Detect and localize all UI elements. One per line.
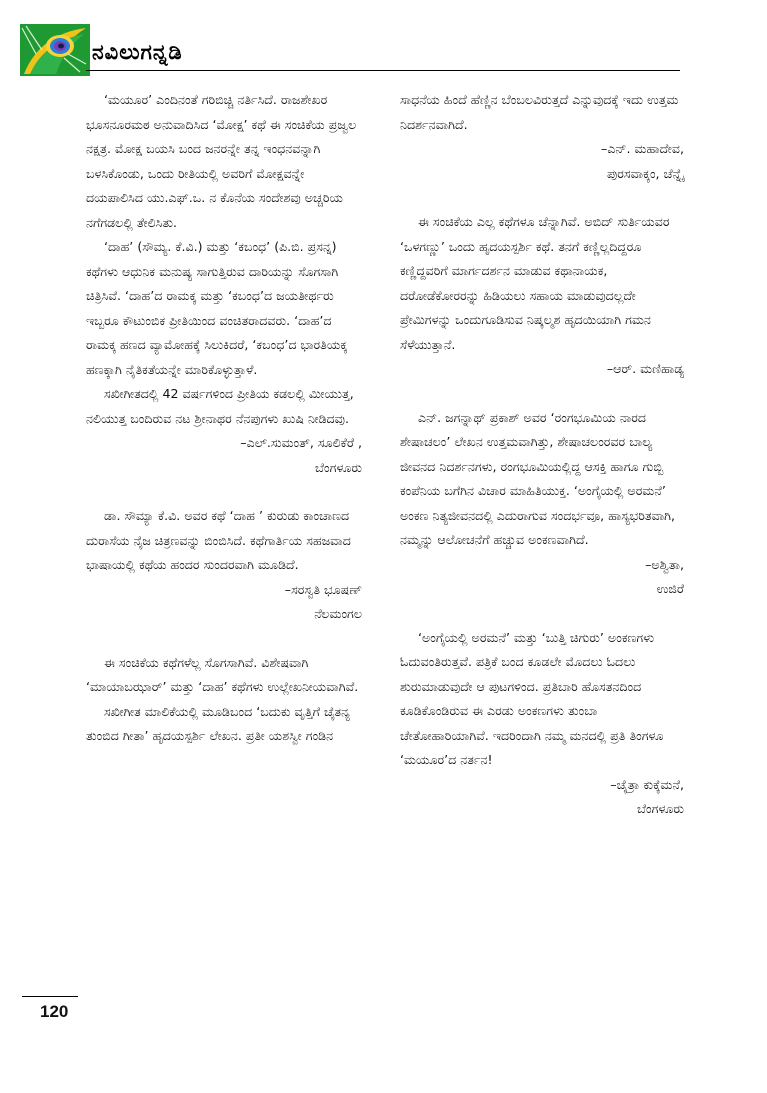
letter-signature: –ಎಲ್.ಸುಮಂತ್, ಸೂಲಿಕೆರೆ ,	[240, 435, 362, 450]
letter-location: ಉಜಿರೆ	[656, 581, 684, 596]
letter	[400, 88, 684, 186]
letter-paragraph: ಎನ್. ಜಗನ್ನಾಥ್ ಪ್ರಕಾಶ್ ಅವರ ‘ರಂಗಭೂಮಿಯ ನಾರದ ಶೇಷಾಚಲಂ’ ಲೇಖನ ಉತ್ತಮವಾಗಿತ್ತು, ಶೇಷಾಚಲಂರವರ ಬಾಲ್ಯ ಜೀವನದ ನಿದರ್ಶನಗಳು, ರಂಗಭೂಮಿಯಲ್ಲಿದ್ದ ಆಸಕ್ತಿ ಹಾಗೂ ಗುಬ್ಬಿ ಕಂಪೆನಿಯ ಬಗೆಗಿನ ವಿಚಾರ ಮಾಹಿತಿಯುಕ್ತ. ‘ಅಂಗೈಯಲ್ಲಿ ಅರಮನೆ’ ಅಂಕಣ ನಿತ್ಯಜೀವನದಲ್ಲಿ ಎದುರಾಗುವ ಸಂದರ್ಭವೂ, ಹಾಸ್ಯಭರಿತವಾಗಿ, ನಮ್ಮನ್ನು ಆಲೋಚನೆಗೆ ಹಚ್ಚುವ ಅಂಕಣವಾಗಿದೆ.	[400, 409, 676, 547]
letter-paragraph: ಡಾ. ಸೌಮ್ಯಾ ಕೆ.ವಿ. ಅವರ ಕಥೆ ‘ದಾಹ ’ ಕುರುಡು ಕಾಂಚಾಣದ ದುರಾಸೆಯ ನೈಜ ಚಿತ್ರಣವನ್ನು ಬಿಂಬಿಸಿದೆ. ಕಥೆಗಾರ್ತಿಯ ಸಹಜವಾದ ಭಾಷಾಯಲ್ಲಿ ಕಥೆಯ ಹಂದರ ಸುಂದರವಾಗಿ ಮೂಡಿದೆ.	[86, 508, 351, 572]
letter-location: ಬೆಂಗಳೂರು	[314, 459, 362, 475]
letter-paragraph: ‘ಅಂಗೈಯಲ್ಲಿ ಅರಮನೆ’ ಮತ್ತು ‘ಬುತ್ತಿ ಚಿಗುರು’ ಅಂಕಣಗಳು ಓದುವಂತಿರುತ್ತವೆ. ಪತ್ರಿಕೆ ಬಂದ ಕೂಡಲೇ ಮೊದಲು ಓದಲು ಶುರುಮಾಡುವುದೇ ಆ ಪುಟಗಳಿಂದ. ಪ್ರತಿಬಾರಿ ಹೊಸತನದಿಂದ ಕೂಡಿಕೊಂಡಿರುವ ಈ ಎರಡು ಅಂಕಣಗಳು ತುಂಬಾ ಚೇತೋಹಾರಿಯಾಗಿವೆ. ಇದರಿಂದಾಗಿ ನಮ್ಮ ಮನದಲ್ಲಿ ಪ್ರತಿ ತಿಂಗಳೂ ‘ಮಯೂರ’ದ ನರ್ತನ!	[400, 629, 664, 767]
right-column	[400, 88, 684, 822]
letter-gap	[400, 602, 684, 626]
letter-gap	[400, 186, 684, 210]
letter-paragraph: ಸಾಧನೆಯ ಹಿಂದೆ ಹೆಣ್ಣಿನ ಬೆಂಬಲವಿರುತ್ತದೆ ಎನ್ನುವುದಕ್ಕೆ ಇದು ಉತ್ತಮ ನಿದರ್ಶನವಾಗಿದೆ.	[400, 92, 679, 132]
left-column	[86, 88, 362, 749]
letter-signature: –ಎನ್. ಮಹಾದೇವ,	[601, 141, 684, 156]
header-divider	[86, 70, 680, 71]
letter-gap	[400, 382, 684, 406]
letter-signature: –ಅಶ್ವಿತಾ,	[645, 556, 684, 572]
page-number: 120	[40, 1002, 69, 1021]
letter	[86, 88, 362, 480]
page-header	[20, 18, 680, 76]
letter-paragraph: ‘ಮಯೂರ’ ಎಂದಿನಂತೆ ಗರಿಬಿಚ್ಚಿ ನರ್ತಿಸಿದೆ. ರಾಜಶೇಖರ ಭೂಸನೂರಮಠ ಅನುವಾದಿಸಿದ ‘ಮೋಕ್ಷ’ ಕಥೆ ಈ ಸಂಚಿಕೆಯ ಪ್ರಜ್ವಲ ನಕ್ಷತ್ರ. ಮೋಕ್ಷ ಬಯಸಿ ಬಂದ ಜನರನ್ನೇ ತನ್ನ ಇಂಧನವನ್ನಾಗಿ ಬಳಸಿಕೊಂಡು, ಒಂದು ರೀತಿಯಲ್ಲಿ ಅವರಿಗೆ ಮೋಕ್ಷವನ್ನೇ ದಯಪಾಲಿಸಿದ ಯು.ಎಫ್.ಒ. ನ ಕೊನೆಯ ಸಂದೇಶವು ಅಚ್ಚರಿಯ ನಗೆಗಡಲಲ್ಲಿ ತೇಲಿಸಿತು.	[86, 92, 357, 230]
letter	[400, 210, 684, 382]
letter-paragraph: ಸಖೀಗೀತ ಮಾಲಿಕೆಯಲ್ಲಿ ಮೂಡಿಬಂದ ‘ಬದುಕು ವೃತ್ತಿಗೆ ಚೈತನ್ಯ ತುಂಬಿದ ಗೀತಾ’ ಹೃದಯಸ್ಪರ್ಶಿ ಲೇಖನ. ಪ್ರತೀ ಯಶಸ್ವೀ ಗಂಡಿನ	[86, 703, 350, 743]
letter	[400, 626, 684, 822]
letter-paragraph: ಈ ಸಂಚಿಕೆಯ ಎಲ್ಲ ಕಥೆಗಳೂ ಚೆನ್ನಾಗಿವೆ. ಅಬಿದ್ ಸುರ್ತಿಯವರ ‘ಒಳಗಣ್ಣು’ ಒಂದು ಹೃದಯಸ್ಪರ್ಶಿ ಕಥೆ. ತನಗೆ ಕಣ್ಣಿಲ್ಲದಿದ್ದರೂ ಕಣ್ಣಿದ್ದವರಿಗೆ ಮಾರ್ಗದರ್ಶನ ಮಾಡುವ ಕಥಾನಾಯಕ, ದರೋಡೆಕೋರರನ್ನು ಹಿಡಿಯಲು ಸಹಾಯ ಮಾಡುವುದಲ್ಲದೇ ಪ್ರೇಮಿಗಳನ್ನು ಒಂದುಗೂಡಿಸುವ ನಿಷ್ಕಲ್ಮಶ ಹೃದಯಿಯಾಗಿ ಗಮನ ಸೆಳೆಯುತ್ತಾನೆ.	[400, 214, 670, 352]
section-title: ನವಿಲುಗನ್ನಡಿ	[92, 40, 183, 64]
letter	[86, 504, 362, 627]
footer-divider	[22, 996, 78, 997]
letter-location: ಬೆಂಗಳೂರು	[636, 801, 684, 816]
letter-signature: –ಚೈತ್ರಾ ಕುಕ್ಕೆಮನೆ,	[610, 776, 684, 792]
letter-location: ಪುರಸವಾಕ್ಕಂ, ಚೆನ್ನೈ	[606, 165, 684, 181]
letter-signature: –ಸರಸ್ವತಿ ಭೂಷಣ್	[284, 581, 362, 597]
letter	[400, 406, 684, 602]
letter	[86, 651, 362, 749]
letter-gap	[86, 627, 362, 651]
peacock-feather-icon	[20, 24, 90, 76]
letter-paragraph: ಈ ಸಂಚಿಕೆಯ ಕಥೆಗಳೆಲ್ಲ ಸೊಗಸಾಗಿವೆ. ವಿಶೇಷವಾಗಿ ‘ಮಾಯಾಬಝಾರ್’ ಮತ್ತು ‘ದಾಹ’ ಕಥೆಗಳು ಉಲ್ಲೇಖನೀಯವಾಗಿವೆ.	[86, 654, 359, 694]
letter-paragraph: ಸಖೀಗೀತದಲ್ಲಿ 42 ವರ್ಷಗಳಿಂದ ಪ್ರೀತಿಯ ಕಡಲಲ್ಲಿ ಮೀಯುತ್ತ, ನಲಿಯುತ್ತ ಬಂದಿರುವ ನಟ ಶ್ರೀನಾಥರ ನೆನಪುಗಳು ಖುಷಿ ನೀಡಿದವು.	[86, 386, 354, 426]
letter-location: ನೆಲಮಂಗಲ	[314, 606, 362, 621]
letter-signature: –ಆರ್. ಮಣಿಹಾಡ್ಯ	[606, 361, 684, 376]
letter-gap	[86, 480, 362, 504]
letter-paragraph: ‘ದಾಹ’ (ಸೌಮ್ಯ. ಕೆ.ವಿ.) ಮತ್ತು ‘ಕಬಂಧ’ (ಪಿ.ಬಿ. ಪ್ರಸನ್ನ) ಕಥೆಗಳು ಆಧುನಿಕ ಮನುಷ್ಯ ಸಾಗುತ್ತಿರುವ ದಾರಿಯನ್ನು ಸೊಗಸಾಗಿ ಚಿತ್ರಿಸಿವೆ. ‘ದಾಹ’ದ ರಾಮಕ್ಕ ಮತ್ತು ‘ಕಬಂಧ’ದ ಜಯತೀರ್ಥರು ಇಬ್ಬರೂ ಕೌಟುಂಬಿಕ ಪ್ರೀತಿಯಿಂದ ವಂಚಿತರಾದವರು. ‘ದಾಹ’ದ ರಾಮಕ್ಕ ಹಣದ ವ್ಯಾಮೋಹಕ್ಕೆ ಸಿಲುಕಿದರೆ, ‘ಕಬಂಧ’ದ ಭಾರತಿಯಕ್ಕ ಹಣಕ್ಕಾಗಿ ನೈತಿಕತೆಯನ್ನೇ ಮಾರಿಕೊಳ್ಳುತ್ತಾಳೆ.	[86, 239, 348, 377]
